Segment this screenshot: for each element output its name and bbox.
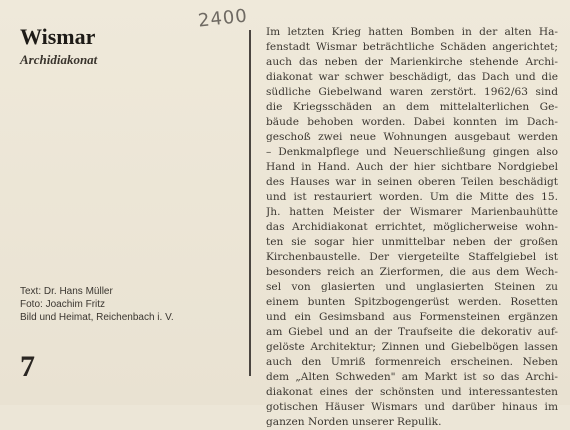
body-text	[266, 25, 558, 430]
body-line: Jh. hatten Meister der Wismarer Marienbauhütte	[266, 206, 558, 218]
body-line: fenstadt Wismar beträchtliche Schäden angerichtet;	[266, 41, 558, 53]
credit-publisher: Bild und Heimat, Reichenbach i. V.	[20, 312, 174, 323]
body-line: das Archidiakonat errichtet, möglicherweise wohn-	[266, 221, 558, 233]
card-title: Wismar	[20, 24, 96, 49]
body-line: die Kriegsschäden an dem mittelalterlichen Ge-	[266, 101, 558, 113]
body-line: ten sie sogar hier unmittelbar neben der großen	[266, 236, 558, 248]
body-line: ganzen Norden unserer Repulik.	[266, 416, 442, 428]
credits-block	[20, 285, 174, 324]
credit-photo: Foto: Joachim Fritz	[20, 299, 106, 310]
handwritten-number: 2400	[197, 5, 249, 32]
body-line: des Hauses war in seinen oberen Teilen beschädigt	[266, 176, 558, 188]
body-line: Hand in Hand. Auch der hier sichtbare Nordgiebel	[266, 161, 558, 173]
body-line: diakonat eines der schönsten und interessantesten	[266, 386, 558, 398]
body-line: Kirchenbaustelle. Der viergeteilte Staffelgiebel ist	[266, 251, 558, 263]
body-line: geschoß zwei neue Wohnungen ausgebaut werden	[266, 131, 558, 143]
card-subtitle: Archidiakonat	[20, 52, 98, 67]
body-line: auch den Umriß formenreich erscheinen. Neben	[266, 356, 558, 368]
divider-line	[249, 30, 251, 376]
body-line: bäude behoben worden. Dabei konnten im Dach-	[266, 116, 558, 128]
body-line: einem bunten Spitzbogengerüst werden. Rosetten	[266, 296, 558, 308]
page-number: 7	[20, 350, 35, 383]
body-line: sel von glasierten und unglasierten Steinen zu	[266, 281, 558, 293]
body-line: und ist restauriert worden. Um die Mitte des 15.	[266, 191, 558, 203]
body-line: und ein Gesimsband aus Formensteinen ergänzen	[266, 311, 558, 323]
body-line: Im letzten Krieg hatten Bomben in der alten Ha-	[266, 26, 558, 38]
body-line: besonders reich an Zierformen, die aus dem Wech-	[266, 266, 558, 278]
body-line: auch das neben der Marienkirche stehende Archi-	[266, 56, 558, 68]
body-line: gelöste Architektur; Zinnen und Giebelbögen lassen	[266, 341, 558, 353]
body-line: südliche Giebelwand waren zerstört. 1962/63 sind	[266, 86, 558, 98]
body-line: am Giebel und an der Traufseite die dekorativ auf-	[266, 326, 558, 338]
body-line: – Denkmalpflege und Neuerschließung gingen also	[266, 146, 558, 158]
body-line: gotischen Häuser Wismars und darüber hinaus im	[266, 401, 558, 413]
body-line: diakonat war schwer beschädigt, das Dach und die	[266, 71, 558, 83]
credit-text-author: Text: Dr. Hans Müller	[20, 286, 113, 297]
body-line: dem „Alten Schweden" am Markt ist so das Archi-	[266, 371, 558, 383]
